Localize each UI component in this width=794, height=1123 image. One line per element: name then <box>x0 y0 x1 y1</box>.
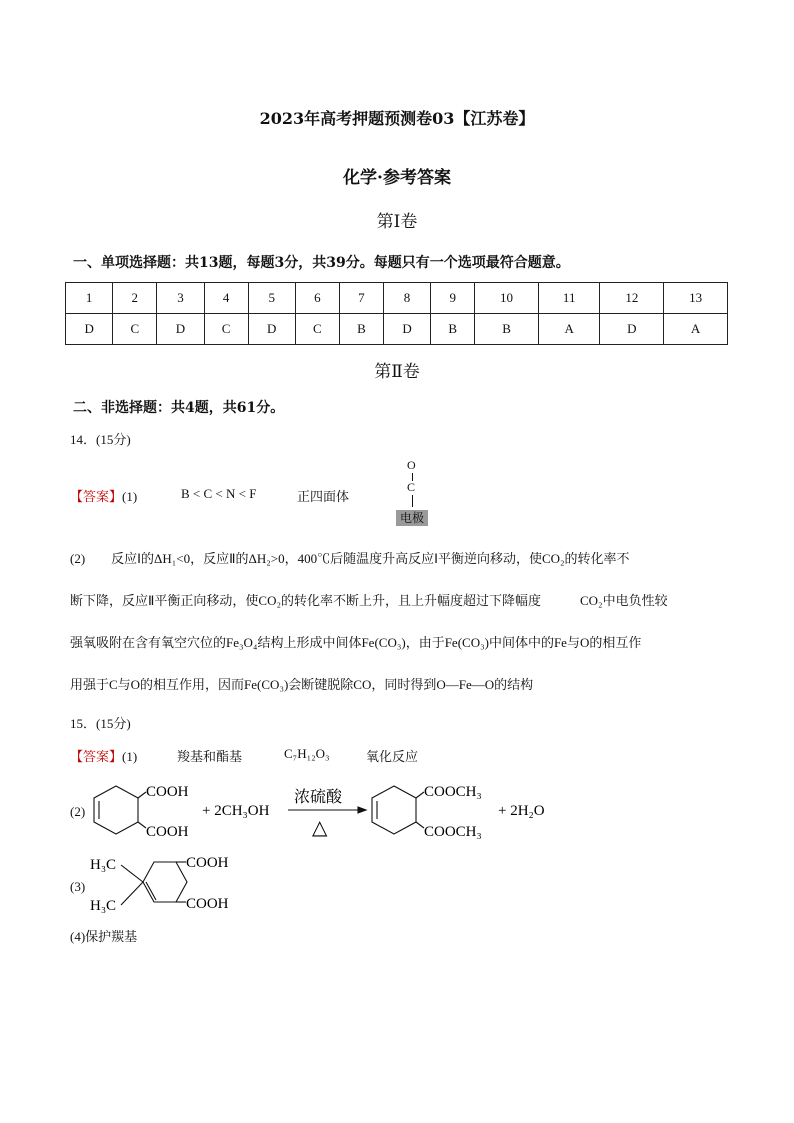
electrode-block <box>396 507 428 526</box>
part2-heading: 第Ⅱ卷 <box>374 362 420 382</box>
table-cell-question-number: 11 <box>538 283 600 314</box>
atom-o-label: O <box>407 458 416 472</box>
cyclohexene-ring-icon <box>94 786 146 834</box>
section2-heading: 二、非选择题：共4题，共61分。 <box>73 400 285 416</box>
q14-p1-answer-b: 正四面体 <box>297 489 350 504</box>
table-cell-answer: D <box>248 314 295 345</box>
structure3-cooh-top: COOH <box>186 855 229 871</box>
table-cell-question-number: 13 <box>664 283 728 314</box>
table-row <box>66 283 728 314</box>
table-cell-question-number: 9 <box>431 283 475 314</box>
table-cell-question-number: 1 <box>66 283 113 314</box>
table-cell-question-number: 10 <box>475 283 539 314</box>
product-ester-top: COOCH₃ <box>424 784 482 800</box>
table-cell-answer: C <box>204 314 248 345</box>
q14-p2-line2: 断下降，反应Ⅱ平衡正向移动，使CO₂的转化率不断上升，且上升幅度超过下降幅度 CO₂中电负性较 <box>70 593 668 608</box>
table-cell-answer: C <box>113 314 157 345</box>
atom-c-label: C <box>407 480 416 494</box>
reaction-plus-methanol: + 2CH₃OH <box>202 803 270 819</box>
table-cell-answer: D <box>157 314 204 345</box>
table-cell-question-number: 6 <box>295 283 339 314</box>
table-cell-answer: D <box>383 314 430 345</box>
table-cell-question-number: 8 <box>383 283 430 314</box>
table-cell-question-number: 12 <box>600 283 664 314</box>
q15-p1-answer-a: 羧基和酯基 <box>177 749 243 764</box>
section1-heading: 一、单项选择题：共13题，每题3分，共39分。每题只有一个选项最符合题意。 <box>73 255 570 271</box>
reactant-cooh-bottom: COOH <box>146 824 189 840</box>
reaction-arrow-icon <box>288 807 366 813</box>
reaction-equation-diagram <box>88 780 568 848</box>
reaction-heat: △ <box>312 817 328 839</box>
table-cell-question-number: 5 <box>248 283 295 314</box>
q14-p2-line4: 用强于C与O的相互作用，因而Fe(CO₃)会断键脱除CO，同时得到O—Fe—O的结构 <box>70 677 534 692</box>
part1-heading: 第Ⅰ卷 <box>376 212 418 232</box>
co-electrode-diagram <box>396 458 430 526</box>
product-ester-bottom: COOCH₃ <box>424 824 482 840</box>
cyclohexene-ring-icon <box>121 862 187 905</box>
table-cell-answer: A <box>538 314 600 345</box>
q15-p1-num: (1) <box>122 749 138 764</box>
table-cell-answer: B <box>339 314 383 345</box>
table-cell-answer: C <box>295 314 339 345</box>
methyl-bottom-label: H₃C <box>90 898 117 914</box>
q14-p1-answer-a: B < C < N < F <box>181 486 257 501</box>
doc-title: 2023年高考押题预测卷03【江苏卷】 <box>259 109 535 128</box>
q15-p2-num: (2) <box>70 804 86 819</box>
q14-p2-line1: (2) 反应Ⅰ的ΔH₁<0，反应Ⅱ的ΔH₂>0，400℃后随温度升高反应Ⅰ平衡逆向移动，使CO₂的转化率不 <box>70 551 630 566</box>
q15-p1-answer-c: 氧化反应 <box>366 749 419 764</box>
answer-tag: 【答案】 <box>70 749 123 764</box>
table-cell-answer: D <box>600 314 664 345</box>
reactant-cooh-top: COOH <box>146 784 189 800</box>
reaction-plus-water: + 2H₂O <box>498 803 545 819</box>
table-cell-question-number: 4 <box>204 283 248 314</box>
q14-p1-num: (1) <box>122 489 138 504</box>
reaction-catalyst: 浓硫酸 <box>294 789 343 806</box>
q14-answer-line <box>70 486 137 505</box>
q15-p1-answer-b: C₇H₁₂O₃ <box>284 746 330 761</box>
answer-tag: 【答案】 <box>70 489 123 504</box>
q15-header: 15．(15分) <box>70 716 131 731</box>
table-cell-answer: A <box>664 314 728 345</box>
bond-line <box>412 495 413 507</box>
table-cell-answer: B <box>475 314 539 345</box>
table-cell-answer: B <box>431 314 475 345</box>
table-cell-question-number: 2 <box>113 283 157 314</box>
q14-p2-line3: 强氧吸附在含有氧空穴位的Fe₃O₄结构上形成中间体Fe(CO₃)，由于Fe(CO₃)中间体中的Fe与O的相互作 <box>70 635 642 650</box>
doc-subtitle: 化学·参考答案 <box>343 168 451 188</box>
table-cell-question-number: 7 <box>339 283 383 314</box>
q14-header: 14．(15分) <box>70 432 131 447</box>
answer-table <box>65 282 728 345</box>
electrode-label: 电极 <box>396 510 428 526</box>
structure-3-diagram <box>88 850 248 918</box>
table-row <box>66 314 728 345</box>
q15-p4: (4)保护羰基 <box>70 929 138 944</box>
methyl-top-label: H₃C <box>90 857 117 873</box>
cyclohexene-ring-icon <box>372 786 424 834</box>
table-cell-question-number: 3 <box>157 283 204 314</box>
q15-answer-line <box>70 746 137 765</box>
table-cell-answer: D <box>66 314 113 345</box>
q15-p3-num: (3) <box>70 879 86 894</box>
structure3-cooh-bottom: COOH <box>186 896 229 912</box>
